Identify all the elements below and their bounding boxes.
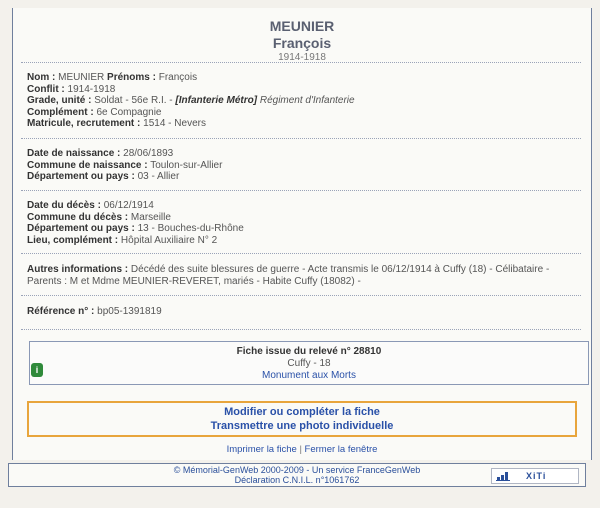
divider: [21, 295, 581, 296]
conflit-value: 1914-1918: [67, 83, 116, 95]
divider: [21, 138, 581, 139]
matricule-label: Matricule, recrutement :: [27, 118, 141, 129]
identity-section: [27, 72, 355, 130]
death-commune-label: Commune du décès :: [27, 211, 129, 223]
grade-label: Grade, unité :: [27, 95, 92, 106]
bottom-links: [13, 444, 591, 455]
print-link[interactable]: Imprimer la fiche: [226, 444, 297, 455]
close-window-link[interactable]: Fermer la fenêtre: [304, 444, 378, 455]
reference-label: Référence n° :: [27, 306, 95, 317]
nom-label: Nom :: [27, 72, 56, 83]
death-section: [27, 200, 244, 246]
prenoms-value: François: [158, 72, 198, 83]
conflit-label: Conflit :: [27, 83, 65, 95]
send-photo-link[interactable]: Transmettre une photo individuelle: [210, 420, 394, 432]
other-info-section: [27, 264, 549, 287]
grade-value: Soldat - 56e R.I. -: [94, 95, 173, 106]
unite-rest: Régiment d'Infanterie: [259, 95, 355, 106]
header-years: 1914-1918: [278, 52, 326, 63]
link-separator: |: [299, 444, 302, 455]
footer-cnil: Déclaration C.N.I.L. n°1061762: [234, 475, 360, 485]
fiche-header: [13, 18, 591, 63]
complement-value: 6e Compagnie: [96, 106, 162, 118]
death-dept-value: 13 - Bouches-du-Rhône: [137, 223, 244, 234]
monument-link[interactable]: Monument aux Morts: [262, 370, 356, 381]
death-dept-label: Département ou pays :: [27, 223, 135, 234]
death-commune-value: Marseille: [130, 211, 171, 223]
releve-box: [29, 341, 589, 385]
birth-commune-value: Toulon-sur-Allier: [150, 159, 223, 171]
header-name: MEUNIER: [269, 18, 335, 34]
birth-date-label: Date de naissance :: [27, 148, 121, 159]
divider: [21, 190, 581, 191]
divider: [21, 253, 581, 254]
xiti-bars-icon: [496, 472, 510, 481]
divider: [21, 62, 581, 63]
unite-bold: [Infanterie Métro]: [175, 95, 258, 106]
releve-place: Cuffy - 18: [287, 358, 331, 369]
birth-date-value: 28/06/1893: [123, 148, 174, 159]
complement-label: Complément :: [27, 106, 94, 118]
death-lieu-value: Hôpital Auxiliaire N° 2: [120, 234, 218, 246]
xiti-label: XiTi: [526, 471, 547, 481]
death-date-value: 06/12/1914: [103, 200, 154, 211]
divider: [21, 329, 581, 330]
releve-title: Fiche issue du relevé n° 28810: [236, 346, 382, 357]
info-icon[interactable]: i: [31, 363, 43, 377]
footer-copyright[interactable]: © Mémorial-GenWeb 2000-2009 - Un service FranceGenWeb: [173, 465, 421, 475]
xiti-badge[interactable]: [491, 468, 579, 484]
modify-fiche-link[interactable]: Modifier ou compléter la fiche: [224, 406, 380, 418]
nom-value: MEUNIER: [58, 72, 105, 83]
modify-box: [27, 401, 577, 437]
other-info-label: Autres informations :: [27, 264, 129, 275]
birth-section: [27, 148, 222, 183]
birth-commune-label: Commune de naissance :: [27, 159, 148, 171]
prenoms-label: Prénoms :: [107, 72, 156, 83]
matricule-value: 1514 - Nevers: [143, 118, 206, 129]
site-footer: [8, 463, 586, 487]
death-date-label: Date du décès :: [27, 200, 101, 211]
death-lieu-label: Lieu, complément :: [27, 234, 119, 246]
birth-dept-label: Département ou pays :: [27, 171, 135, 182]
other-info-line2: Parents : M et Mdme MEUNIER-REVERET, mariés - Habite Cuffy (18082) -: [27, 275, 361, 287]
birth-dept-value: 03 - Allier: [137, 171, 180, 182]
memorial-fiche: [12, 8, 592, 460]
reference-value: bp05-1391819: [97, 306, 162, 317]
header-first-name: François: [272, 35, 332, 51]
other-info-line1: Décédé des suite blessures de guerre - Acte transmis le 06/12/1914 à Cuffy (18) - Célibataire -: [130, 264, 550, 275]
reference-section: [27, 306, 162, 318]
